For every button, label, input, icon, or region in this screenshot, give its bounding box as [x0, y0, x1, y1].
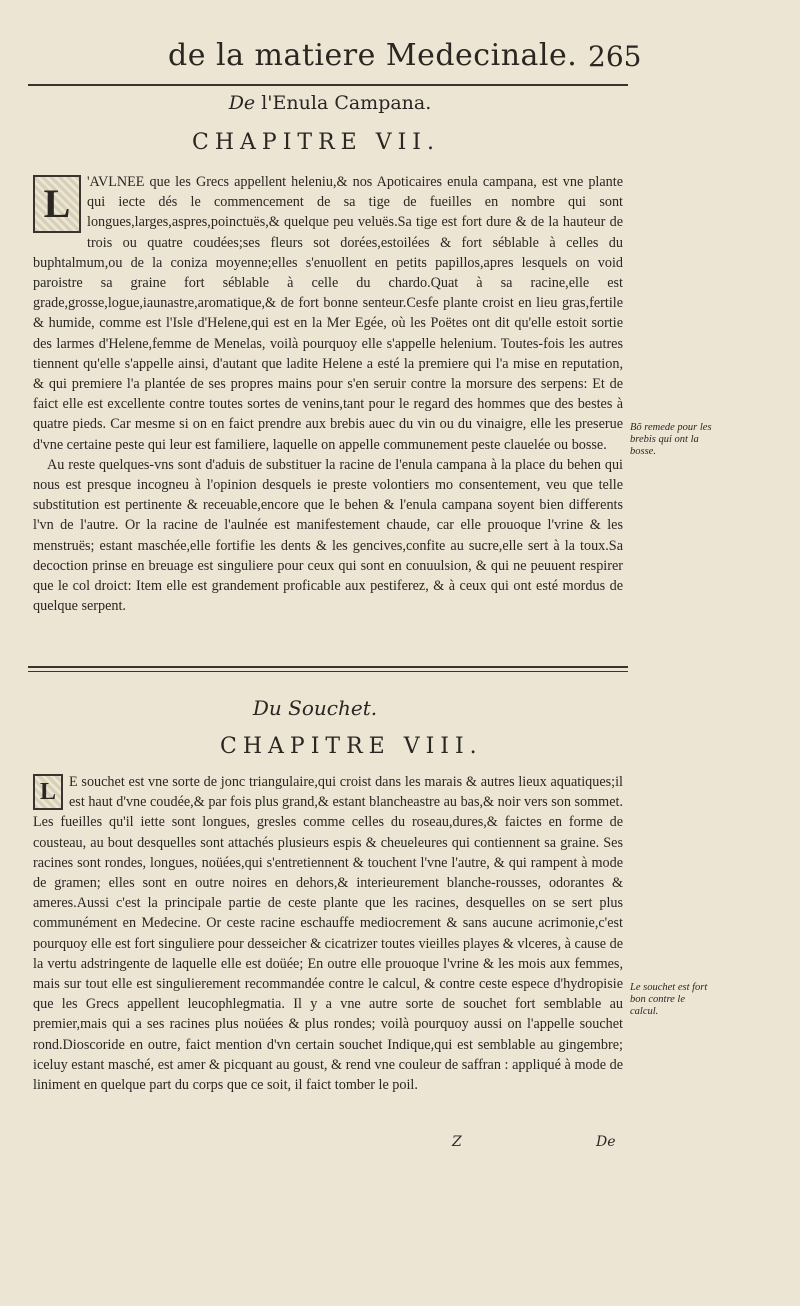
section1-body	[33, 172, 623, 616]
margin-note-brebis: Bõ remede pour les brebis qui ont la bosse.	[630, 422, 712, 457]
section2-body	[33, 772, 623, 1095]
section1-heading-prefix: De	[228, 92, 256, 114]
signature-mark: Z	[452, 1134, 462, 1150]
section1-heading-rest: l'Enula Campana.	[255, 92, 432, 114]
section-divider-rule-thin	[28, 671, 628, 672]
dropcap-l-small: L	[33, 774, 63, 810]
chapter-viii: CHAPITRE VIII.	[220, 734, 483, 759]
header-rule	[28, 84, 628, 86]
section1-heading	[0, 92, 660, 114]
section1-paragraph-2: Au reste quelques-vns sont d'aduis de substituer la racine de l'enula campana à la place du behen qui nous est presque incogneu à l'opinion desquels ie preste volontiers mo consentement, veu que telle substitution est pertinente & receuable,encore que le behen & l'enula campana soyent bien differents l'vn de l'autre. Or la racine de l'aulnée est manifestement chaude, car elle prouoque l'vrine & les menstruës; estant maschée,elle fortifie les dents & les gencives,confite au sucre,elle sert à la toux.Sa decoction prinse en breuage est singuliere pour ceux qui sont en conuulsion, & qui ne peuuent respirer que le col droict: Item elle est grandement proficable aux pestiferez, & à ceux qui ont esté mordus de quelque serpent.	[33, 456, 623, 615]
chapter-vii: CHAPITRE VII.	[192, 130, 440, 155]
margin-note-calcul: Le souchet est fort bon contre le calcul.	[630, 982, 708, 1017]
running-head	[0, 38, 800, 88]
running-title: de la matiere Medecinale.	[168, 38, 578, 73]
section-divider-rule	[28, 666, 628, 668]
catchword: De	[596, 1134, 616, 1150]
page-number: 265	[588, 40, 642, 73]
section1-paragraph-1: 'AVLNEE que les Grecs appellent heleniu,& nos Apoticaires enula campana, est vne plante qui iecte dés le commencement de sa tige de fueilles en nombre qui sont longues,larges,aspres,poinctuës,& quelque peu veluës.Sa tige est fort dure & de la hauteur de trois ou quatre coudées;ses fleurs sot dorées,estoilées & fort séblable à celles du buphtalmum,ou de la coniza moyenne;elles s'enuollent en petits papillos,apres lesquels on void paroistre sa graine fort séblable à celle du chardo.Quat à sa racine,elle est grade,grosse,logue,iaunastre,aromatique,& de fort bonne senteur.Cesfe plante croist en lieu gras,fertile & humide, comme est l'Isle d'Helene,qui est en la Mer Egée, où les Poëtes ont dit qu'elle estoit sortie des larmes d'Helene,femme de Menelas, voilà pourquoy elle s'appelle helenium. Toutes-fois les autres tiennent qu'elle s'appelle ainsi, d'autant que ladite Helene a esté la premiere qui l'a mise en reputation, & qui premiere l'a plantée de ses propres mains pour s'en seruir contre la morsure des serpens: Et de faict elle est excellente contre toutes sortes de venins,tant pour le regard des hommes que des bestes à quatre pieds. Car mesme si on en faict prendre aux brebis auec du vin ou du vinaigre, elle les preserue d'vne certaine peste qui leur est familiere, laquelle on appelle communement peste clauelée ou bosse.	[33, 174, 623, 453]
dropcap-l: L	[33, 175, 81, 233]
section2-heading: Du Souchet.	[252, 696, 378, 720]
section2-paragraph-1: E souchet est vne sorte de jonc triangulaire,qui croist dans les marais & autres lieux aquatiques;il est haut d'vne coudée,& par fois plus grand,& estant blancheastre au bas,& noir vers son sommet. Les fueilles qu'il iette sont longues, gresles comme celles du roseau,dures,& faictes en forme de cousteau, au bout desquelles sont attachés plusieurs espis & cheueleures qui contiennent sa graine. Ses racines sont rondes, longues, noüées,qui s'entretiennent & touchent l'vne l'autre, & qui rampent à mode de gramen; elles sont en outre noires en dehors,& interieurement blanche-rousses, odorantes & ameres.Aussi c'est la principale partie de ceste plante que les racines, desquelles on se sert plus communément en Medecine. Or ceste racine eschauffe mediocrement & sans aucune acrimonie,c'est pourquoy elle est fort singuliere pour desseicher & cicatrizer toutes vieilles playes & vlceres, à cause de la vertu adstringente de laquelle elle est doüée; En outre elle prouoque l'vrine & les mois aux femmes, mais sur tout elle est singulierement recommandée contre le calcul, & contre ceste espece d'hydropisie que les Grecs appellent leucophlegmatia. Il y a vne autre sorte de souchet fort semblable au premier,mais qui a ses racines plus noüées & plus rondes; voilà pourquoy aussi on l'appelle souchet rond.Dioscoride en outre, faict mention d'vn certain souchet Indique,qui est semblable au gingembre; iceluy estant masché, est amer & picquant au goust, & rend vne couleur de saffran : appliqué à mode de liniment en quelque part du corps que ce soit, il faict tomber le poil.	[33, 774, 623, 1094]
